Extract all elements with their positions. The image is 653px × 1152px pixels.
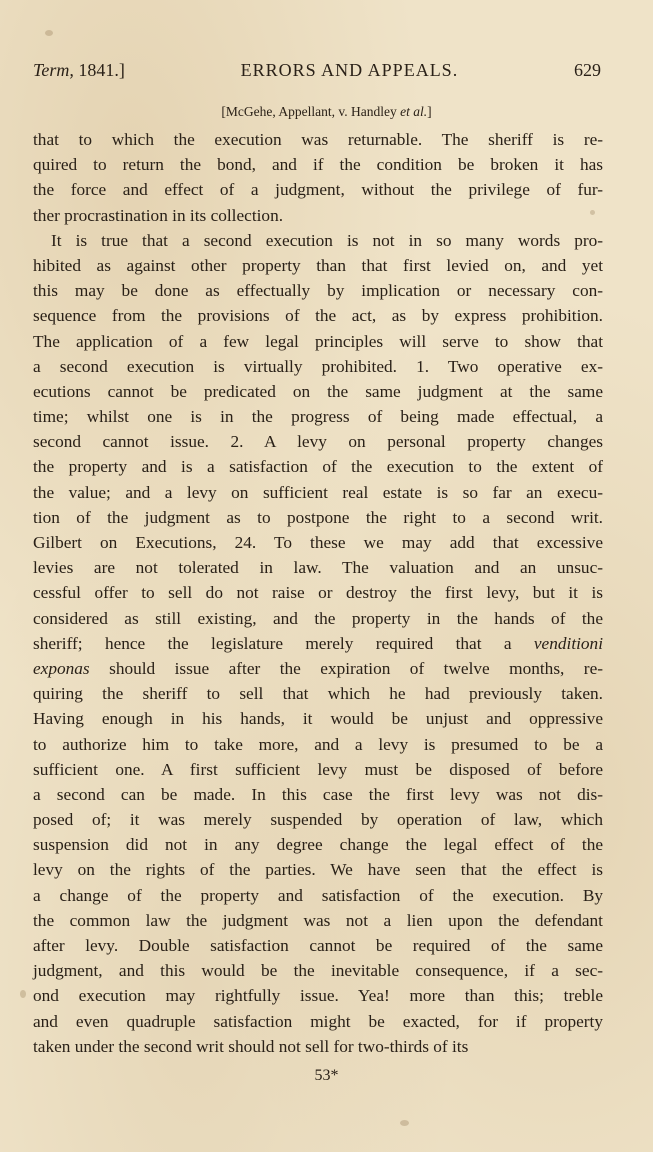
text-line: and even quadruple satisfaction might be exacted, for if property — [33, 1011, 603, 1031]
text-line: It is true that a second execution is not in so many words pro- — [51, 230, 603, 250]
term-word: Term, — [33, 60, 74, 80]
term-year: 1841.] — [73, 60, 125, 80]
text-line: exponas should issue after the expiration of twelve months, re- — [33, 658, 603, 678]
case-caption — [0, 104, 653, 120]
text-line: Gilbert on Executions, 24. To these we may add that excessive — [33, 533, 603, 552]
text-line: Having enough in his hands, it would be unjust and oppressive — [33, 709, 603, 729]
text-line: cessful offer to sell do not raise or destroy the first levy, but it is — [33, 583, 603, 603]
text-line: sheriff; hence the legislature merely required that a venditioni — [33, 633, 603, 653]
text-line: judgment, and this would be the inevitable consequence, if a sec- — [33, 961, 603, 981]
text-line: sufficient one. A first sufficient levy must be disposed of before — [33, 759, 603, 779]
stain — [20, 990, 26, 998]
text-line: that to which the execution was returnable. The sheriff is re- — [33, 130, 603, 149]
text-line: The application of a few legal principles will serve to show that — [33, 331, 603, 351]
running-header — [33, 60, 601, 86]
text-line: the force and effect of a judgment, without the privilege of fur- — [33, 180, 603, 200]
header-title: ERRORS AND APPEALS. — [240, 60, 459, 80]
text-line: quiring the sheriff to sell that which he had previously taken. — [33, 684, 603, 704]
text-line: suspension did not in any degree change the legal effect of the — [33, 835, 603, 855]
text-line: considered as still existing, and the property in the hands of the — [33, 608, 603, 628]
text-line: ecutions cannot be predicated on the same judgment at the same — [33, 381, 603, 401]
body-text — [33, 127, 603, 1059]
header-term — [33, 60, 125, 81]
text-line: a second can be made. In this case the first levy was not dis- — [33, 784, 603, 804]
text-line: the common law the judgment was not a lien upon the defendant — [33, 910, 603, 930]
text-line: this may be done as effectually by implication or necessary con- — [33, 281, 603, 301]
text-line: the value; and a levy on sufficient real estate is so far an execu- — [33, 482, 603, 502]
text-line: levies are not tolerated in law. The valuation and an unsuc- — [33, 558, 603, 578]
text-line: sequence from the provisions of the act, as by express prohibition. — [33, 306, 603, 326]
caption-text: [McGehe, Appellant, v. Handley et al.] — [221, 104, 432, 119]
text-line: levy on the rights of the parties. We have seen that the effect is — [33, 860, 603, 880]
text-line: hibited as against other property than that first levied on, and yet — [33, 255, 603, 275]
text-line: the property and is a satisfaction of the execution to the extent of — [33, 457, 603, 477]
text-line: tion of the judgment as to postpone the right to a second writ. — [33, 507, 603, 527]
text-line: time; whilst one is in the progress of being made effectual, a — [33, 407, 603, 427]
text-line: ther procrastination in its collection. — [33, 205, 284, 225]
text-line: a change of the property and satisfaction of the execution. By — [33, 885, 603, 905]
page-number: 629 — [573, 60, 601, 80]
stain — [400, 1120, 409, 1126]
text-line: ond execution may rightfully issue. Yea! more than this; treble — [33, 986, 603, 1006]
text-line: after levy. Double satisfaction cannot be required of the same — [33, 936, 603, 955]
text-line: second cannot issue. 2. A levy on personal property changes — [33, 432, 603, 452]
text-line: a second execution is virtually prohibited. 1. Two operative ex- — [33, 356, 603, 376]
text-line: quired to return the bond, and if the condition be broken it has — [33, 155, 603, 175]
signature-mark: 53* — [314, 1067, 339, 1084]
text-line: to authorize him to take more, and a levy is presumed to be a — [33, 734, 603, 754]
text-line: posed of; it was merely suspended by operation of law, which — [33, 810, 603, 830]
stain — [45, 30, 53, 36]
text-line: taken under the second writ should not sell for two-thirds of its — [33, 1036, 469, 1056]
